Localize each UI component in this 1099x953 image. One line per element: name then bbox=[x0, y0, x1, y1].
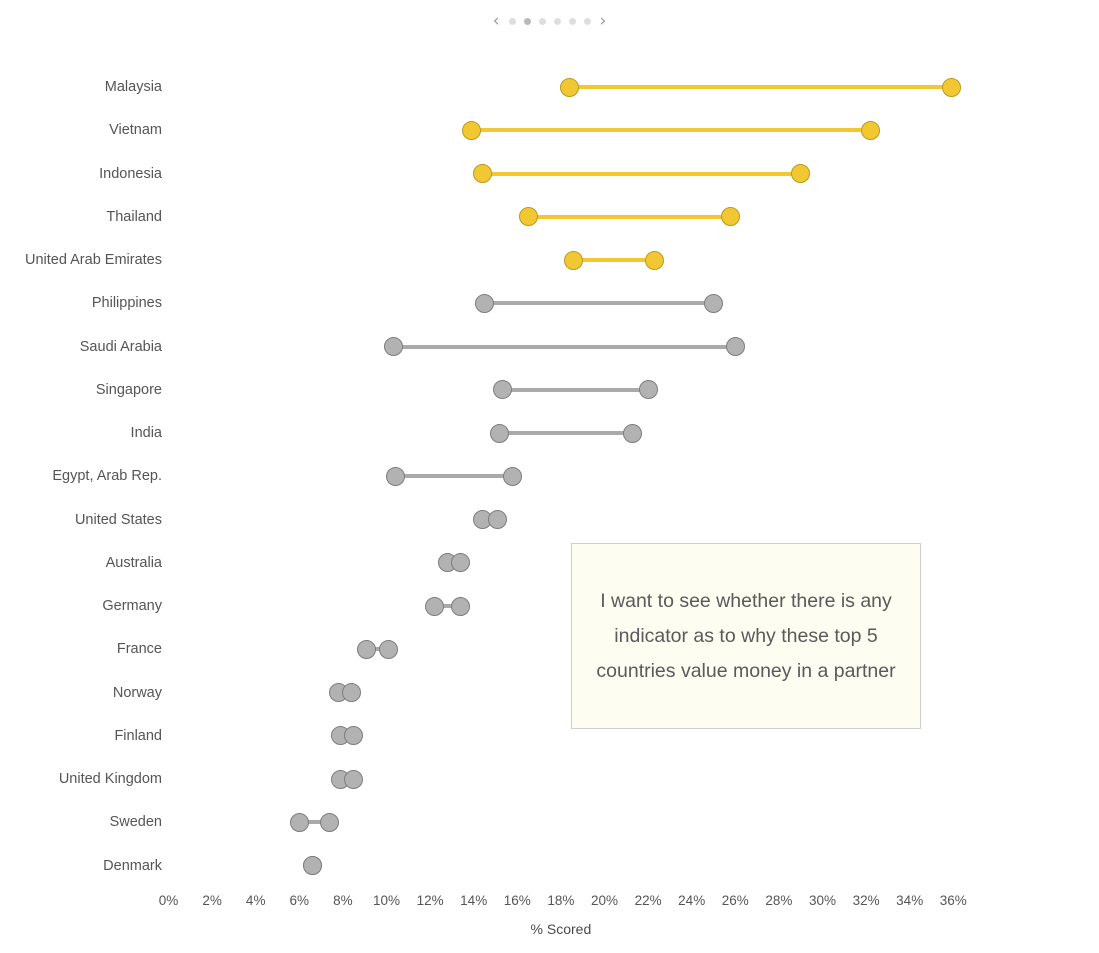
high-value-dot[interactable] bbox=[344, 726, 363, 745]
pager-dots bbox=[509, 18, 591, 25]
chart-row[interactable] bbox=[0, 507, 1099, 533]
x-axis-tick-label: 12% bbox=[416, 893, 444, 908]
pager-dot[interactable] bbox=[554, 18, 561, 25]
pager-dot[interactable] bbox=[569, 18, 576, 25]
low-value-dot[interactable] bbox=[462, 121, 481, 140]
low-value-dot[interactable] bbox=[357, 640, 376, 659]
chart-row[interactable] bbox=[0, 809, 1099, 835]
chart-row[interactable] bbox=[0, 853, 1099, 879]
range-connector bbox=[393, 345, 735, 349]
x-axis-tick-label: 14% bbox=[460, 893, 488, 908]
x-axis-tick-label: 8% bbox=[333, 893, 353, 908]
dumbbell-chart bbox=[0, 48, 1099, 953]
high-value-dot[interactable] bbox=[791, 164, 810, 183]
category-label: Singapore bbox=[95, 381, 162, 398]
x-axis-tick-label: 28% bbox=[765, 893, 793, 908]
category-label: Philippines bbox=[91, 295, 162, 312]
low-value-dot[interactable] bbox=[386, 467, 405, 486]
chart-row[interactable] bbox=[0, 550, 1099, 576]
high-value-dot[interactable] bbox=[942, 78, 961, 97]
x-axis-tick-label: 34% bbox=[896, 893, 924, 908]
chart-row[interactable] bbox=[0, 680, 1099, 706]
x-axis-tick-label: 18% bbox=[547, 893, 575, 908]
low-value-dot[interactable] bbox=[519, 207, 538, 226]
chart-row[interactable] bbox=[0, 161, 1099, 187]
pager-dot[interactable] bbox=[524, 18, 531, 25]
x-axis-tick-label: 22% bbox=[634, 893, 662, 908]
high-value-dot[interactable] bbox=[704, 294, 723, 313]
range-connector bbox=[574, 258, 655, 262]
chart-row[interactable] bbox=[0, 420, 1099, 446]
x-axis-tick-label: 32% bbox=[852, 893, 880, 908]
range-connector bbox=[502, 388, 648, 392]
chart-row[interactable] bbox=[0, 463, 1099, 489]
x-axis-tick-label: 26% bbox=[721, 893, 749, 908]
category-label: Norway bbox=[112, 684, 162, 701]
range-connector bbox=[472, 128, 871, 132]
x-axis-tick-label: 10% bbox=[372, 893, 401, 908]
pager-dot[interactable] bbox=[539, 18, 546, 25]
low-value-dot[interactable] bbox=[493, 380, 512, 399]
high-value-dot[interactable] bbox=[623, 424, 642, 443]
low-value-dot[interactable] bbox=[290, 813, 309, 832]
x-axis-tick-label: 20% bbox=[590, 893, 619, 908]
high-value-dot[interactable] bbox=[721, 207, 740, 226]
pager-prev-arrow-icon[interactable]: ‹ bbox=[492, 10, 500, 31]
x-axis-title-label: % Scored bbox=[530, 921, 592, 937]
high-value-dot[interactable] bbox=[645, 251, 664, 270]
high-value-dot[interactable] bbox=[639, 380, 658, 399]
high-value-dot[interactable] bbox=[503, 467, 522, 486]
chart-row[interactable] bbox=[0, 290, 1099, 316]
x-axis-tick-label: 16% bbox=[503, 893, 531, 908]
high-value-dot[interactable] bbox=[342, 683, 361, 702]
low-value-dot[interactable] bbox=[384, 337, 403, 356]
x-axis-tick-label: 2% bbox=[202, 893, 222, 908]
low-value-dot[interactable] bbox=[425, 597, 444, 616]
chart-row[interactable] bbox=[0, 593, 1099, 619]
high-value-dot[interactable] bbox=[303, 856, 322, 875]
pager-next-arrow-icon[interactable]: › bbox=[599, 10, 607, 31]
chart-row[interactable] bbox=[0, 636, 1099, 662]
category-label: Sweden bbox=[109, 814, 162, 831]
chart-row[interactable] bbox=[0, 377, 1099, 403]
x-axis-tick-label: 0% bbox=[158, 893, 179, 908]
x-axis-tick-label: 6% bbox=[289, 893, 310, 908]
category-label: Finland bbox=[114, 727, 162, 744]
category-label: India bbox=[130, 425, 162, 441]
carousel-pager bbox=[0, 8, 1099, 34]
x-axis-tick-label: 4% bbox=[245, 893, 266, 908]
category-label: Germany bbox=[102, 598, 162, 614]
chart-row[interactable] bbox=[0, 766, 1099, 792]
chart-row[interactable] bbox=[0, 723, 1099, 749]
high-value-dot[interactable] bbox=[344, 770, 363, 789]
x-axis-tick-label: 30% bbox=[808, 893, 837, 908]
low-value-dot[interactable] bbox=[473, 164, 492, 183]
range-connector bbox=[528, 215, 731, 219]
category-label: Indonesia bbox=[99, 165, 162, 182]
chart-row[interactable] bbox=[0, 247, 1099, 273]
range-connector bbox=[482, 172, 800, 176]
high-value-dot[interactable] bbox=[320, 813, 339, 832]
chart-row[interactable] bbox=[0, 74, 1099, 100]
x-axis bbox=[0, 893, 1099, 953]
category-label: Denmark bbox=[103, 857, 162, 874]
pager-dot[interactable] bbox=[584, 18, 591, 25]
category-label: Saudi Arabia bbox=[79, 338, 162, 355]
range-connector bbox=[485, 301, 714, 305]
category-label: Thailand bbox=[106, 208, 162, 225]
low-value-dot[interactable] bbox=[564, 251, 583, 270]
low-value-dot[interactable] bbox=[490, 424, 509, 443]
x-axis-title bbox=[0, 921, 1099, 937]
x-axis-tick-label: 24% bbox=[678, 893, 706, 908]
low-value-dot[interactable] bbox=[475, 294, 494, 313]
category-label: United Arab Emirates bbox=[24, 252, 162, 268]
annotation-text: I want to see whether there is any indicator as to why these top 5 countries value money in a partner bbox=[596, 589, 896, 682]
category-label: Egypt, Arab Rep. bbox=[52, 468, 162, 485]
x-axis-tick-label: 36% bbox=[939, 893, 967, 908]
category-label: Australia bbox=[105, 554, 162, 571]
high-value-dot[interactable] bbox=[861, 121, 880, 140]
category-label: United States bbox=[74, 511, 162, 528]
category-label: Malaysia bbox=[104, 79, 162, 95]
high-value-dot[interactable] bbox=[379, 640, 398, 659]
range-connector bbox=[500, 431, 633, 435]
high-value-dot[interactable] bbox=[488, 510, 507, 529]
category-label: Vietnam bbox=[109, 122, 162, 139]
category-label: United Kingdom bbox=[58, 771, 162, 787]
high-value-dot[interactable] bbox=[726, 337, 745, 356]
chart-row[interactable] bbox=[0, 204, 1099, 230]
high-value-dot[interactable] bbox=[451, 597, 470, 616]
pager-dot[interactable] bbox=[509, 18, 516, 25]
chart-row[interactable] bbox=[0, 334, 1099, 360]
low-value-dot[interactable] bbox=[560, 78, 579, 97]
annotation-box bbox=[571, 543, 921, 729]
chart-row[interactable] bbox=[0, 117, 1099, 143]
high-value-dot[interactable] bbox=[451, 553, 470, 572]
category-label: France bbox=[116, 641, 162, 658]
range-connector bbox=[395, 474, 513, 478]
range-connector bbox=[570, 85, 952, 89]
